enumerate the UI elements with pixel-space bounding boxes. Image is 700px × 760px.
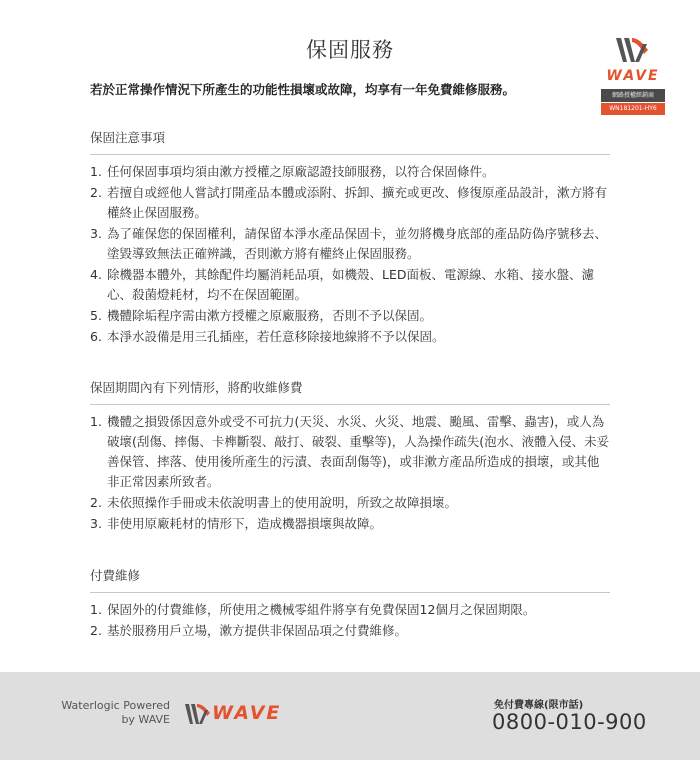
list-item: 2. 基於服務用戶立場，漱方提供非保固品項之付費維修。 [90,623,408,638]
wave-logo-icon [614,34,654,66]
list-item: 6. 本淨水設備是用三孔插座，若任意移除接地線將不予以保固。 [90,329,445,344]
page-title: 保固服務 [306,38,394,62]
list-item: 3. 非使用原廠耗材的情形下，造成機器損壞與故障。 [90,516,383,531]
hotline-label: 免付費專線(限市話) [494,700,584,711]
section-title-paid-repair: 付費維修 [90,568,141,583]
list-item: 1. 機體之損毀係因意外或受不可抗力(天災、水災、火災、地震、颱風、雷擊、蟲害)，或人為破壞(刮傷、摔傷、卡榫斷裂、敲打、破裂、重擊等)，人為操作疏失(泡水、液體入侵、未妥善保管、摔落、使用後所產生的污漬、表面刮傷等)，或非漱方產品所造成的損壞，或其他非正常因素所致者。 [90,414,610,489]
list-item: 2. 未依照操作手冊或未依說明書上的使用說明，所致之故障損壞。 [90,495,458,510]
list-item: 2. 若擅自或經他人嘗試打開產品本體或添附、拆卸、擴充或更改、修復原產品設計，漱方將有權終止保固服務。 [90,185,608,220]
section-divider [90,154,610,155]
section-divider [90,404,610,405]
footer [0,672,700,760]
section-divider [90,592,610,593]
badge-dealer-code: WN181201-HY6 [601,103,665,115]
list-item: 4. 除機器本體外，其餘配件均屬消耗品項，如機殼、LED面板、電源線、水箱、接水盤、濾心、殺菌燈耗材，均不在保固範圍。 [90,267,594,302]
warranty-intro: 若於正常操作情況下所產生的功能性損壞或故障，均享有一年免費維修服務。 [90,82,516,97]
notes-list [90,162,610,348]
footer-brand-name: WAVE [212,702,282,724]
wave-logo-icon [184,702,212,726]
list-item: 1. 任何保固事項均須由漱方授權之原廠認證技師服務，以符合保固條件。 [90,164,495,179]
list-item: 1. 保固外的付費維修，所使用之機械零組件將享有免費保固12個月之保固期限。 [90,602,536,617]
paid-repair-list [90,600,610,642]
hotline-number[interactable]: 0800-010-900 [492,710,647,734]
paid-conditions-list [90,412,610,535]
badge-brand-name: WAVE [606,68,660,84]
list-item: 5. 機體除垢程序需由漱方授權之原廠服務，否則不予以保固。 [90,308,433,323]
badge-dealer-label: 網路授權經銷商 [601,89,665,102]
badge-logo-area [591,30,675,88]
section-title-notes: 保固注意事項 [90,130,166,145]
authorized-dealer-badge [588,30,678,118]
list-item: 3. 為了確保您的保固權利，請保留本淨水產品保固卡，並勿將機身底部的產品防偽序號移去、塗毀導致無法正確辨識，否則漱方將有權終止保固服務。 [90,226,608,261]
powered-by-text: Waterlogic Powered by WAVE [61,699,170,726]
section-title-paid-during-warranty: 保固期間內有下列情形，將酌收維修費 [90,380,303,395]
